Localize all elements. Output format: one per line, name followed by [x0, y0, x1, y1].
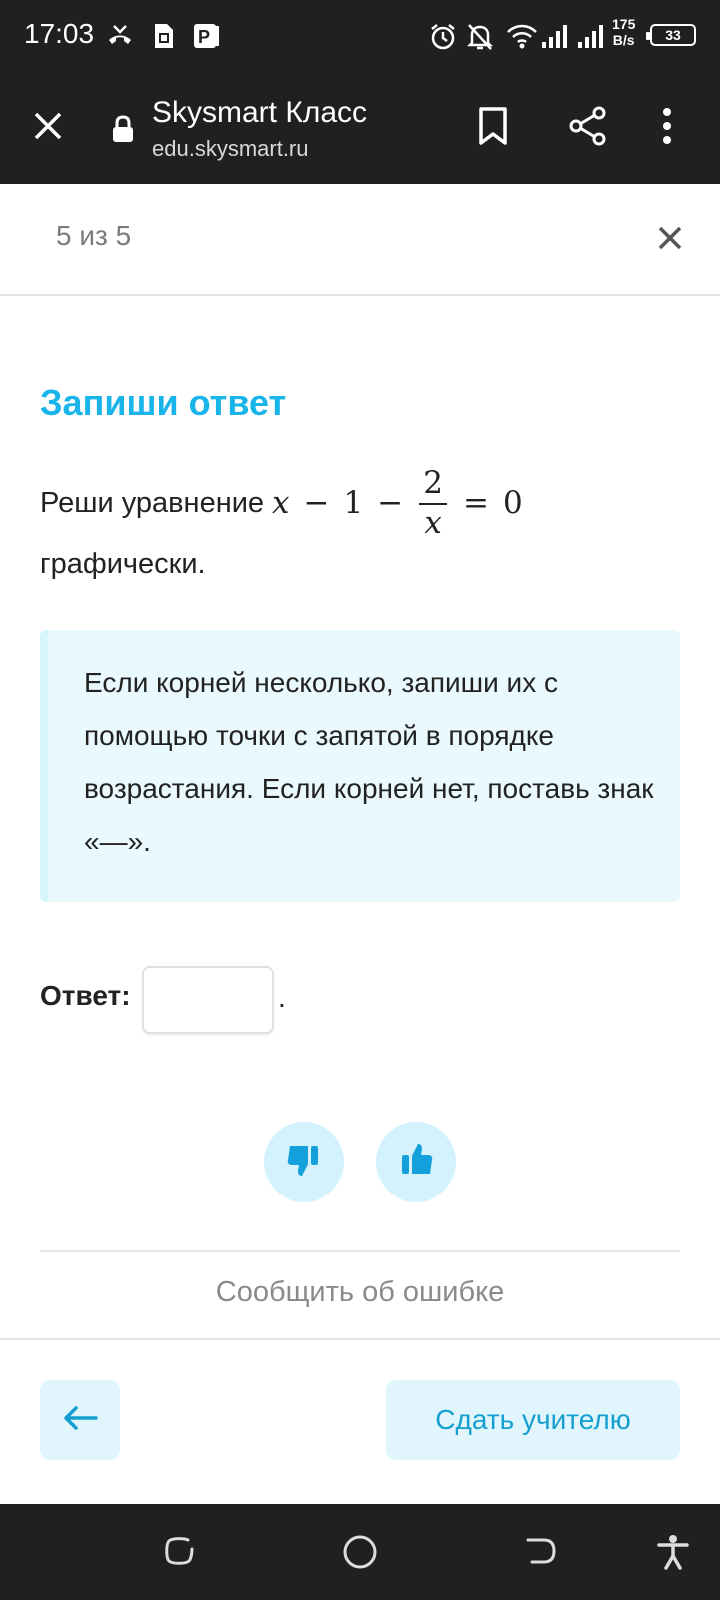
- bookmark-icon[interactable]: [476, 106, 510, 151]
- divider: [40, 1250, 680, 1252]
- close-icon[interactable]: [30, 108, 66, 149]
- equation-var: x: [272, 485, 290, 521]
- hint-text: Если корней несколько, запиши их с помощью точки с запятой в порядке возрастания. Если корней нет, поставь знак «—».: [84, 667, 654, 857]
- answer-label: Ответ:: [40, 980, 131, 1011]
- fraction-numerator: 2: [419, 467, 447, 505]
- more-vert-icon[interactable]: [660, 106, 674, 151]
- sim-settings-icon: [152, 22, 176, 55]
- missed-call-icon: [106, 22, 134, 55]
- submit-to-teacher-button[interactable]: Сдать учителю: [386, 1380, 680, 1460]
- equation-fraction: [419, 467, 447, 539]
- hint-box: [40, 630, 680, 902]
- battery-icon: 33: [650, 24, 696, 46]
- network-speed-value: 175: [612, 16, 636, 32]
- status-time: 17:03: [24, 18, 95, 49]
- alarm-icon: [428, 22, 458, 57]
- dislike-button[interactable]: [264, 1122, 344, 1202]
- arrow-left-icon: [62, 1406, 98, 1435]
- close-icon[interactable]: [656, 224, 684, 257]
- thumbs-up-icon: [396, 1140, 436, 1185]
- divider: [0, 1338, 720, 1340]
- accessibility-icon[interactable]: [656, 1534, 690, 1575]
- back-button[interactable]: [40, 1380, 120, 1460]
- equation-one: 1: [343, 485, 364, 521]
- mute-icon: [466, 22, 494, 57]
- task-statement: [40, 458, 523, 548]
- svg-text:P: P: [198, 27, 211, 47]
- network-speed-unit: B/s: [612, 32, 635, 48]
- browser-toolbar: [0, 72, 720, 184]
- task-outro: графически.: [40, 548, 206, 580]
- system-nav-bar: [0, 1504, 720, 1600]
- status-bar: [0, 0, 720, 72]
- site-title: Skysmart Класс: [152, 96, 368, 129]
- lock-icon: [110, 114, 136, 149]
- answer-input[interactable]: [142, 966, 274, 1034]
- fraction-denominator: x: [424, 505, 442, 541]
- progress-label: 5 из 5: [56, 220, 132, 251]
- progress-header: [0, 184, 720, 296]
- back-icon[interactable]: [524, 1534, 558, 1573]
- signal-icon: [576, 22, 604, 55]
- thumbs-down-icon: [284, 1140, 324, 1185]
- equation-minus: −: [377, 485, 404, 521]
- equation-equals: =: [462, 485, 489, 521]
- signal-icon: [540, 22, 568, 55]
- parking-app-icon: [192, 22, 222, 55]
- share-icon[interactable]: [568, 106, 608, 151]
- equation: [272, 467, 523, 539]
- task-title: Запиши ответ: [40, 382, 287, 423]
- answer-trailing-dot: .: [278, 982, 286, 1013]
- wifi-icon: [506, 22, 538, 55]
- home-icon[interactable]: [342, 1534, 378, 1575]
- task-intro: Реши уравнение: [40, 486, 265, 519]
- equation-minus: −: [303, 485, 330, 521]
- report-error-link[interactable]: Сообщить об ошибке: [215, 1276, 505, 1308]
- site-url[interactable]: edu.skysmart.ru: [152, 136, 309, 161]
- recents-icon[interactable]: [162, 1534, 196, 1573]
- equation-zero: 0: [502, 485, 523, 521]
- network-speed: [612, 16, 635, 48]
- like-button[interactable]: [376, 1122, 456, 1202]
